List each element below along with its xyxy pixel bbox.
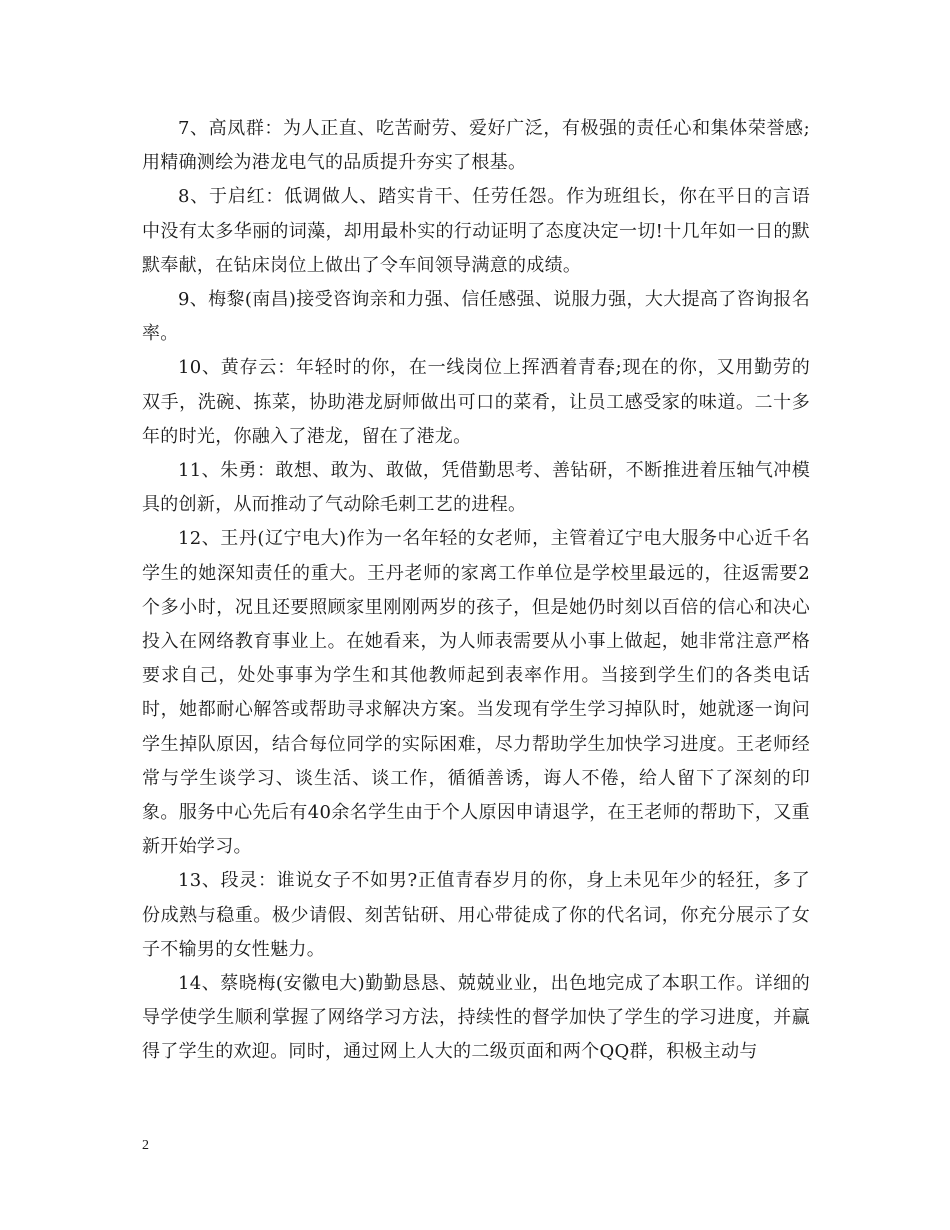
- paragraph-14: 14、蔡晓梅(安徽电大)勤勤恳恳、兢兢业业，出色地完成了本职工作。详细的导学使学生顺利掌握了网络学习方法，持续性的督学加快了学生的学习进度，并赢得了学生的欢迎。同时，通过网上人大的二级页面和两个QQ群，积极主动与: [142, 973, 810, 1063]
- paragraph-10: 10、黄存云：年轻时的你，在一线岗位上挥洒着青春;现在的你，又用勤劳的双手，洗碗、拣菜，协助港龙厨师做出可口的菜肴，让员工感受家的味道。二十多年的时光，你融入了港龙，留在了港龙。: [142, 357, 810, 447]
- paragraph-9: 9、梅黎(南昌)接受咨询亲和力强、信任感强、说服力强，大大提高了咨询报名率。: [142, 289, 810, 345]
- paragraph-8: 8、于启红：低调做人、踏实肯干、任劳任怨。作为班组长，你在平日的言语中没有太多华丽的词藻，却用最朴实的行动证明了态度决定一切!十几年如一日的默默奉献，在钻床岗位上做出了令车间领导满意的成绩。: [142, 186, 810, 276]
- page-number: 2: [142, 1138, 149, 1153]
- paragraph-7: 7、高凤群：为人正直、吃苦耐劳、爱好广泛，有极强的责任心和集体荣誉感;用精确测绘为港龙电气的品质提升夯实了根基。: [142, 118, 810, 174]
- paragraph-12: 12、王丹(辽宁电大)作为一名年轻的女老师，主管着辽宁电大服务中心近千名学生的她深知责任的重大。王丹老师的家离工作单位是学校里最远的，往返需要2个多小时，况且还要照顾家里刚刚两岁的孩子，但是她仍时刻以百倍的信心和决心投入在网络教育事业上。在她看来，为人师表需要从小事上做起，她非常注意严格要求自己，处处事事为学生和其他教师起到表率作用。当接到学生们的各类电话时，她都耐心解答或帮助寻求解决方案。当发现有学生学习掉队时，她就逐一询问学生掉队原因，结合每位同学的实际困难，尽力帮助学生加快学习进度。王老师经常与学生谈学习、谈生活、谈工作，循循善诱，诲人不倦，给人留下了深刻的印象。服务中心先后有40余名学生由于个人原因申请退学，在王老师的帮助下，又重新开始学习。: [142, 528, 810, 858]
- document-body: [142, 112, 810, 1070]
- paragraph-13: 13、段灵：谁说女子不如男?正值青春岁月的你，身上未见年少的轻狂，多了份成熟与稳重。极少请假、刻苦钻研、用心带徒成了你的代名词，你充分展示了女子不输男的女性魅力。: [142, 870, 810, 960]
- paragraph-11: 11、朱勇：敢想、敢为、敢做，凭借勤思考、善钻研，不断推进着压轴气冲模具的创新，从而推动了气动除毛刺工艺的进程。: [142, 460, 810, 516]
